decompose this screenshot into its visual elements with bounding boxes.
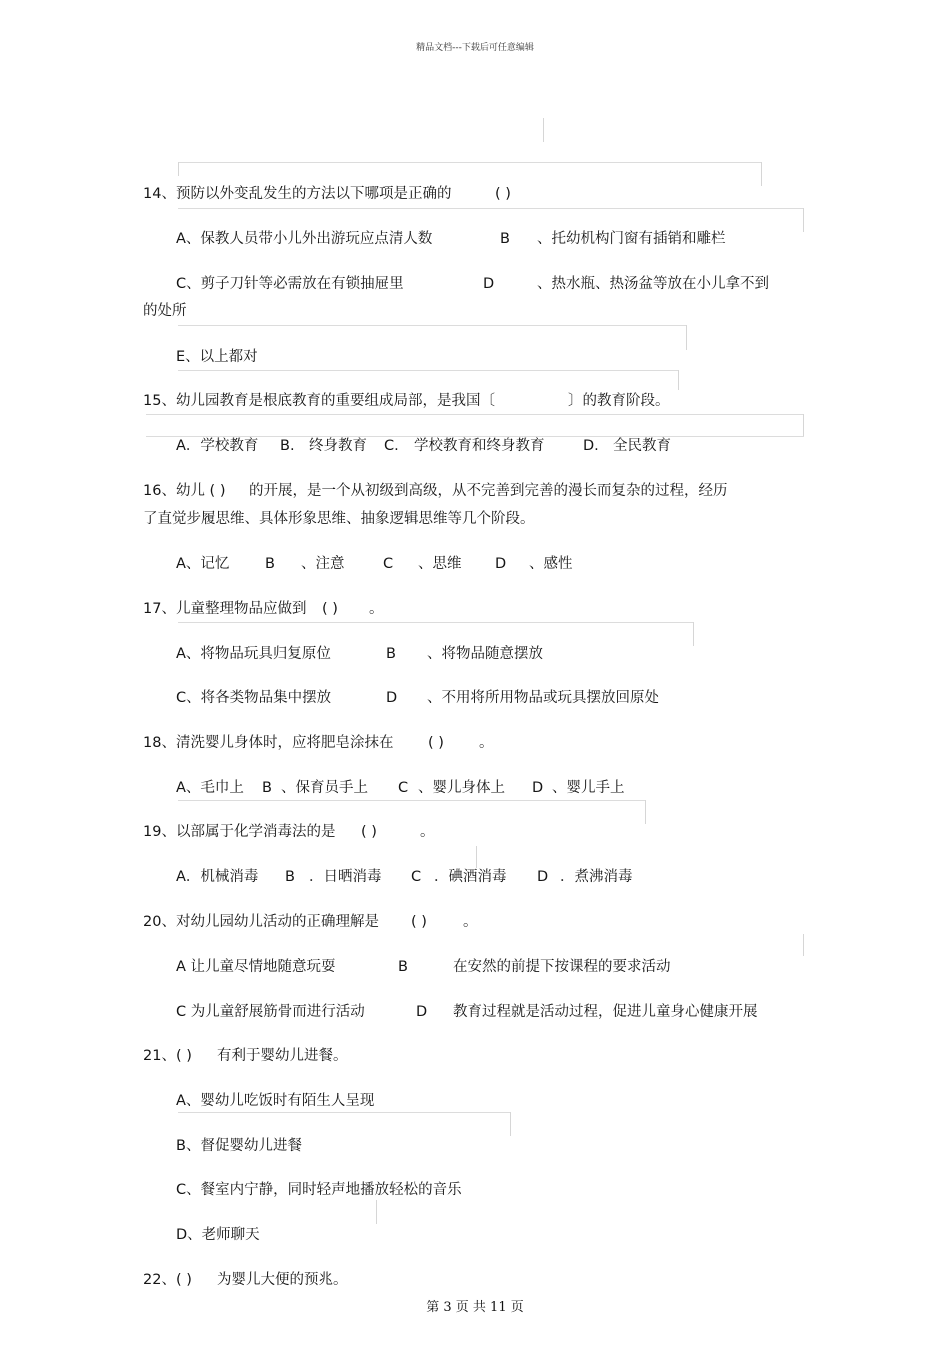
scan-artifact (178, 800, 646, 801)
scan-artifact (645, 800, 646, 824)
option-c: 、思维 (418, 556, 462, 572)
question-stem: 14、预防以外变乱发生的方法以下哪项是正确的 (143, 186, 452, 202)
scan-artifact (678, 370, 679, 390)
scan-artifact (178, 370, 678, 371)
option-c-letter: C (411, 869, 422, 885)
question-stem: 20、对幼儿园幼儿活动的正确理解是 (143, 914, 379, 930)
option-b: B、督促婴幼儿进餐 (176, 1138, 302, 1154)
question-stem: 16、幼儿 ( ) (143, 483, 226, 499)
question-stem: 为婴儿大便的预兆。 (217, 1272, 348, 1288)
scan-artifact (543, 118, 544, 142)
scan-artifact (178, 208, 804, 209)
option-b-letter: B (386, 646, 396, 662)
scan-artifact (803, 934, 804, 956)
scan-artifact (686, 325, 687, 350)
option-d: 、感性 (529, 556, 573, 572)
answer-blank: ( ) (411, 914, 427, 930)
stem-period: 。 (463, 914, 478, 930)
scan-artifact (803, 414, 804, 436)
option-c: C 为儿童舒展筋骨而进行活动 (176, 1004, 365, 1020)
option-a: A．学校教育 (176, 438, 259, 454)
option-d-letter: D (532, 780, 544, 796)
stem-period: 。 (479, 735, 494, 751)
answer-blank: ( ) (176, 1048, 192, 1064)
option-e: E、以上都对 (176, 349, 258, 365)
question-stem: 18、清洗婴儿身体时，应将肥皂涂抹在 (143, 735, 394, 751)
option-b-letter: B. (280, 438, 295, 454)
option-c: 、婴儿身体上 (418, 780, 505, 796)
option-b-letter: B (262, 780, 272, 796)
option-b: 、托幼机构门窗有插销和雕栏 (537, 231, 726, 247)
option-b: 、将物品随意摆放 (427, 646, 543, 662)
option-c: 学校教育和终身教育 (414, 438, 545, 454)
question-stem-end: 〕的教育阶段。 (568, 393, 670, 409)
option-d: 、热水瓶、热汤盆等放在小儿拿不到 (537, 276, 769, 292)
option-b-letter: B (285, 869, 295, 885)
option-b-letter: B (398, 959, 408, 975)
option-a: A、保教人员带小儿外出游玩应点清人数 (176, 231, 433, 247)
answer-blank: ( ) (495, 186, 511, 202)
option-a: A、婴幼儿吃饭时有陌生人呈现 (176, 1093, 375, 1109)
option-d: 全民教育 (613, 438, 671, 454)
option-d-letter: D. (583, 438, 599, 454)
option-c-letter: C (383, 556, 394, 572)
question-stem: 15、幼儿园教育是根底教育的重要组成局部，是我国〔 (143, 393, 495, 409)
option-b: 终身教育 (309, 438, 367, 454)
stem-period: 。 (369, 601, 384, 617)
scan-artifact (803, 208, 804, 232)
option-d: ．煮沸消毒 (560, 869, 633, 885)
option-a: A．机械消毒 (176, 869, 259, 885)
scan-artifact (376, 1200, 377, 1224)
option-d-letter: D (386, 690, 398, 706)
question-number: 21、 (143, 1048, 176, 1064)
scan-artifact (476, 846, 477, 868)
option-b-letter: B (265, 556, 275, 572)
option-c: C、剪子刀针等必需放在有锁抽屉里 (176, 276, 404, 292)
option-b: ．日晒消毒 (309, 869, 382, 885)
option-d-letter: D (495, 556, 507, 572)
option-d: 、不用将所用物品或玩具摆放回原处 (427, 690, 659, 706)
answer-blank: ( ) (322, 601, 338, 617)
option-c: ．碘酒消毒 (434, 869, 507, 885)
page-header: 精品文档---下载后可任意编辑 (416, 43, 534, 53)
option-a: A、毛巾上 (176, 780, 244, 796)
option-b: 在安然的前提下按课程的要求活动 (453, 959, 671, 975)
option-a: A、将物品玩具归复原位 (176, 646, 331, 662)
scan-artifact (178, 325, 686, 326)
option-b: 、保育员手上 (281, 780, 368, 796)
scan-artifact (178, 1112, 510, 1113)
scan-artifact (178, 162, 762, 163)
option-d: 、婴儿手上 (552, 780, 625, 796)
question-stem: 17、儿童整理物品应做到 (143, 601, 307, 617)
answer-blank: ( ) (176, 1272, 192, 1288)
question-stem-cont: 了直觉步履思维、具体形象思维、抽象逻辑思维等几个阶段。 (143, 511, 535, 527)
question-stem: 有利于婴幼儿进餐。 (217, 1048, 348, 1064)
question-stem: 19、以部属于化学消毒法的是 (143, 824, 336, 840)
option-b: 、注意 (301, 556, 345, 572)
option-d: 教育过程就是活动过程，促进儿童身心健康开展 (453, 1004, 758, 1020)
answer-blank: ( ) (428, 735, 444, 751)
option-d-letter: D (416, 1004, 428, 1020)
option-a: A 让儿童尽情地随意玩耍 (176, 959, 336, 975)
option-d-cont: 的处所 (143, 303, 187, 319)
scan-artifact (693, 622, 694, 646)
answer-blank: ( ) (361, 824, 377, 840)
option-c-letter: C. (384, 438, 399, 454)
scan-artifact (146, 414, 804, 415)
scan-artifact (178, 162, 179, 176)
question-number: 22、 (143, 1272, 176, 1288)
option-b-letter: B (500, 231, 510, 247)
scan-artifact (178, 622, 694, 623)
page-footer: 第 3 页 共 11 页 (426, 1300, 524, 1315)
option-d-letter: D (483, 276, 495, 292)
option-c: C、餐室内宁静，同时轻声地播放轻松的音乐 (176, 1182, 462, 1198)
scan-artifact (761, 162, 762, 186)
option-d-letter: D (537, 869, 549, 885)
option-c: C、将各类物品集中摆放 (176, 690, 332, 706)
option-a: A、记忆 (176, 556, 230, 572)
option-d: D、老师聊天 (176, 1227, 260, 1243)
stem-period: 。 (420, 824, 435, 840)
option-c-letter: C (398, 780, 409, 796)
question-stem-rest: 的开展，是一个从初级到高级，从不完善到完善的漫长而复杂的过程，经历 (249, 483, 728, 499)
scan-artifact (510, 1112, 511, 1136)
